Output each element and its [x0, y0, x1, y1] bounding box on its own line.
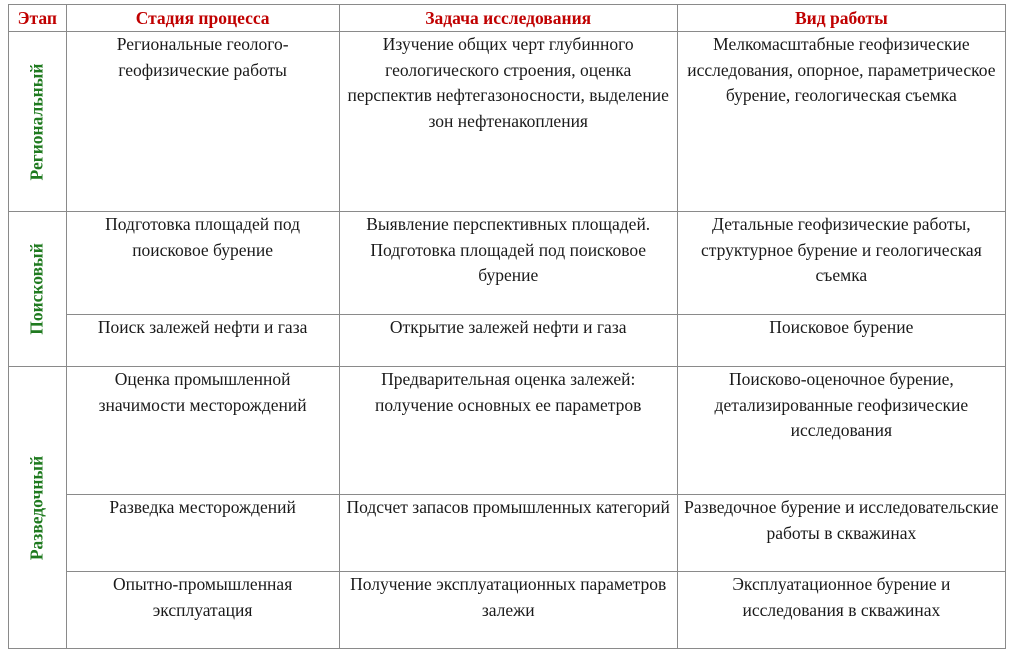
process-cell: Поиск залежей нефти и газа — [66, 315, 339, 367]
stage-label: Поисковый — [26, 243, 47, 335]
process-cell: Региональные геолого-геофизические работы — [66, 32, 339, 212]
task-cell: Открытие залежей нефти и газа — [339, 315, 677, 367]
stage-label: Региональный — [26, 63, 47, 180]
process-cell: Оценка промышленной значимости месторождений — [66, 367, 339, 495]
stage-cell-regional — [9, 32, 67, 212]
task-cell: Подсчет запасов промышленных категорий — [339, 495, 677, 572]
task-cell: Изучение общих черт глубинного геологического строения, оценка перспектив нефтегазоносности, выделение зон нефтенакопления — [339, 32, 677, 212]
header-stage: Этап — [9, 5, 67, 32]
stage-cell-exploration — [9, 367, 67, 649]
table-row — [9, 367, 1006, 495]
header-work: Вид работы — [677, 5, 1005, 32]
task-cell: Предварительная оценка залежей: получение основных ее параметров — [339, 367, 677, 495]
work-cell: Поисковое бурение — [677, 315, 1005, 367]
stage-cell-search — [9, 212, 67, 367]
process-cell: Опытно-промышленная эксплуатация — [66, 572, 339, 649]
work-cell: Поисково-оценочное бурение, детализированные геофизические исследования — [677, 367, 1005, 495]
table-row — [9, 572, 1006, 649]
work-cell: Эксплуатационное бурение и исследования в скважинах — [677, 572, 1005, 649]
exploration-stages-table — [8, 4, 1006, 649]
table-row — [9, 315, 1006, 367]
table-header-row — [9, 5, 1006, 32]
table-row — [9, 32, 1006, 212]
header-task: Задача исследования — [339, 5, 677, 32]
header-process: Стадия процесса — [66, 5, 339, 32]
stage-label: Разведочный — [26, 455, 47, 560]
work-cell: Детальные геофизические работы, структурное бурение и геологическая съемка — [677, 212, 1005, 315]
process-cell: Подготовка площадей под поисковое бурение — [66, 212, 339, 315]
work-cell: Разведочное бурение и исследовательские работы в скважинах — [677, 495, 1005, 572]
task-cell: Выявление перспективных площадей. Подготовка площадей под поисковое бурение — [339, 212, 677, 315]
process-cell: Разведка месторождений — [66, 495, 339, 572]
work-cell: Мелкомасштабные геофизические исследования, опорное, параметрическое бурение, геологическая съемка — [677, 32, 1005, 212]
table-row — [9, 212, 1006, 315]
task-cell: Получение эксплуатационных параметров залежи — [339, 572, 677, 649]
table-row — [9, 495, 1006, 572]
